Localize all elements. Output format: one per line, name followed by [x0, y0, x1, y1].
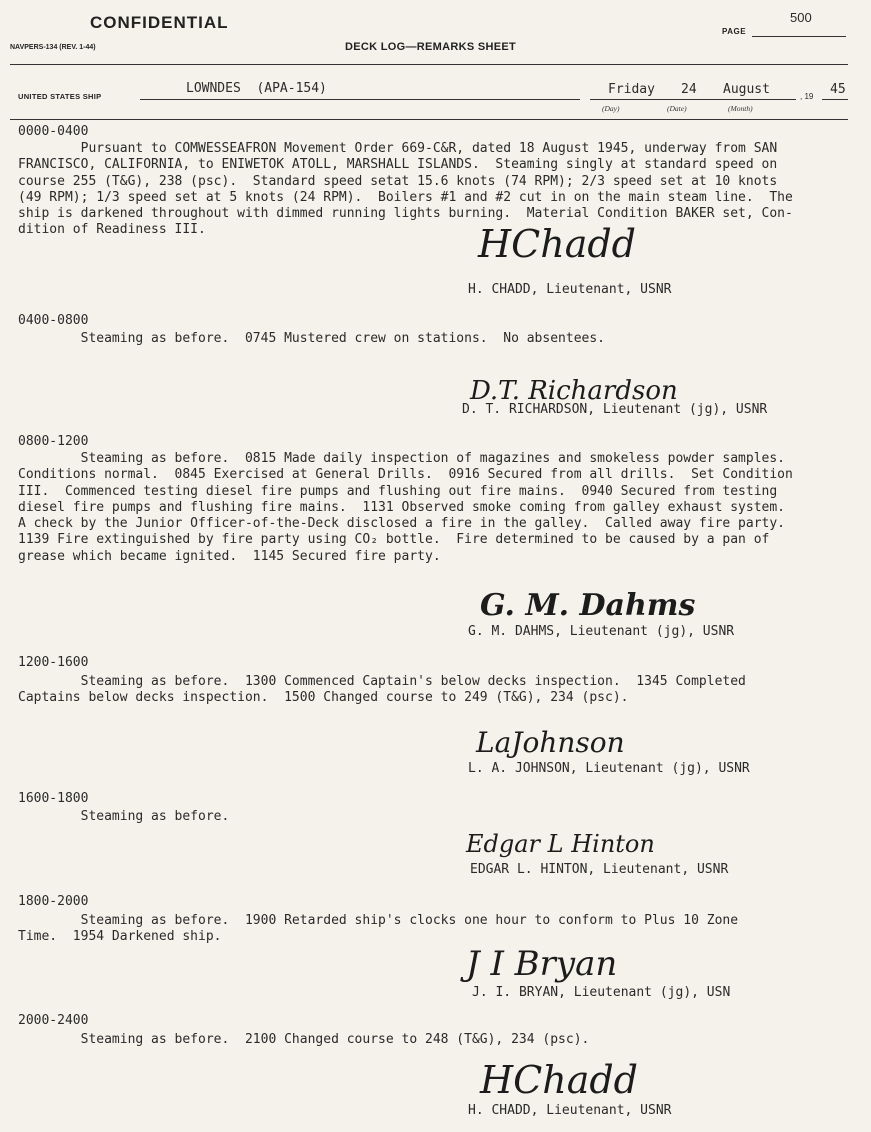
remark-line: Time. 1954 Darkened ship. [18, 929, 222, 945]
signer-name: L. A. JOHNSON, Lieutenant (jg), USNR [468, 761, 750, 776]
remark-line: Steaming as before. [18, 809, 230, 824]
remark-line: course 255 (T&G), 238 (psc). Standard speed setat 15.6 knots (74 RPM); 2/3 speed set at 10 knots [18, 173, 778, 189]
signature-handwriting: J I Bryan [466, 944, 618, 984]
watch-label: 0800-1200 [18, 434, 89, 449]
remark-line: grease which became ignited. 1145 Secured fire party. [18, 548, 441, 564]
signature-handwriting: Edgar L Hinton [466, 830, 655, 858]
watch-label: 2000-2400 [18, 1013, 89, 1028]
remark-line: ship is darkened throughout with dimmed running lights burning. Material Condition BAKER set, Con- [18, 206, 793, 222]
entry-remarks [0, 674, 836, 707]
date-line [590, 99, 796, 100]
sheet-title: DECK LOG—REMARKS SHEET [345, 41, 516, 53]
remark-line: A check by the Junior Officer-of-the-Deck disclosed a fire in the galley. Called away fire party. [18, 516, 786, 532]
year-value: 45 [830, 82, 846, 97]
signer-name: D. T. RICHARDSON, Lieutenant (jg), USNR [462, 402, 768, 417]
signature-handwriting: G. M. Dahms [480, 588, 696, 623]
watch-label: 1800-2000 [18, 894, 89, 909]
remark-line: 1139 Fire extinguished by fire party using CO₂ bottle. Fire determined to be caused by a pan of [18, 532, 770, 548]
signer-name: J. I. BRYAN, Lieutenant (jg), USN [472, 985, 731, 1000]
remark-line: III. Commenced testing diesel fire pumps and flushing out fire mains. 0940 Secured from testing [18, 483, 778, 499]
watch-label: 1200-1600 [18, 655, 89, 670]
remark-line: Captains below decks inspection. 1500 Changed course to 249 (T&G), 234 (psc). [18, 690, 629, 706]
page-number: 500 [790, 10, 812, 25]
date-caption: (Date) [667, 104, 687, 113]
ship-name: LOWNDES (APA-154) [186, 81, 327, 96]
remark-line: Conditions normal. 0845 Exercised at General Drills. 0916 Secured from all drills. Set Condition [18, 467, 793, 483]
remark-line: Steaming as before. 1300 Commenced Captain's below decks inspection. 1345 Completed [18, 674, 746, 689]
page-number-line [752, 36, 846, 37]
entry-remarks [0, 913, 836, 946]
remark-line: Steaming as before. 2100 Changed course to 248 (T&G), 234 (psc). [18, 1032, 590, 1047]
signature-handwriting: HChadd [480, 1058, 638, 1102]
remark-line: Steaming as before. 0745 Mustered crew on stations. No absentees. [18, 331, 605, 346]
header-rule-bottom [10, 119, 848, 120]
remark-line: Steaming as before. 0815 Made daily inspection of magazines and smokeless powder samples. [18, 451, 786, 466]
watch-label: 1600-1800 [18, 791, 89, 806]
day-value: Friday [608, 82, 655, 97]
year-prefix: , 19 [800, 92, 814, 101]
signature-handwriting: LaJohnson [476, 726, 625, 759]
signer-name: EDGAR L. HINTON, Lieutenant, USNR [470, 862, 729, 877]
watch-label: 0000-0400 [18, 124, 89, 139]
month-caption: (Month) [728, 104, 753, 113]
entry-remarks [0, 451, 836, 565]
remark-line: FRANCISCO, CALIFORNIA, to ENIWETOK ATOLL, MARSHALL ISLANDS. Steaming singly at standard speed on [18, 157, 778, 173]
date-value: 24 [681, 82, 697, 97]
confidential-stamp: CONFIDENTIAL [90, 13, 229, 32]
entry-remarks [0, 141, 836, 239]
header-rule-top [10, 64, 848, 65]
page-label: PAGE [722, 27, 747, 36]
signer-name: H. CHADD, Lieutenant, USNR [468, 282, 672, 297]
ship-name-line [140, 99, 580, 100]
remark-line: (49 RPM); 1/3 speed set at 5 knots (24 RPM). Boilers #1 and #2 cut in on the main steam line. The [18, 189, 793, 205]
signature-handwriting: D.T. Richardson [470, 376, 678, 406]
month-value: August [723, 82, 770, 97]
watch-label: 0400-0800 [18, 313, 89, 328]
form-id: NAVPERS-134 (REV. 1-44) [10, 44, 96, 51]
remark-line: Steaming as before. 1900 Retarded ship's clocks one hour to conform to Plus 10 Zone [18, 913, 739, 928]
day-caption: (Day) [602, 104, 620, 113]
remark-line: Pursuant to COMWESSEAFRON Movement Order 669-C&R, dated 18 August 1945, underway from SAN [18, 141, 778, 156]
signer-name: G. M. DAHMS, Lieutenant (jg), USNR [468, 624, 735, 639]
ship-label: UNITED STATES SHIP [18, 92, 102, 101]
year-line [822, 99, 848, 100]
remark-line: dition of Readiness III. [18, 222, 206, 238]
signature-handwriting: HChadd [478, 222, 636, 266]
signer-name: H. CHADD, Lieutenant, USNR [468, 1103, 672, 1118]
remark-line: diesel fire pumps and flushing fire mains. 1131 Observed smoke coming from galley exhaust system. [18, 499, 786, 515]
